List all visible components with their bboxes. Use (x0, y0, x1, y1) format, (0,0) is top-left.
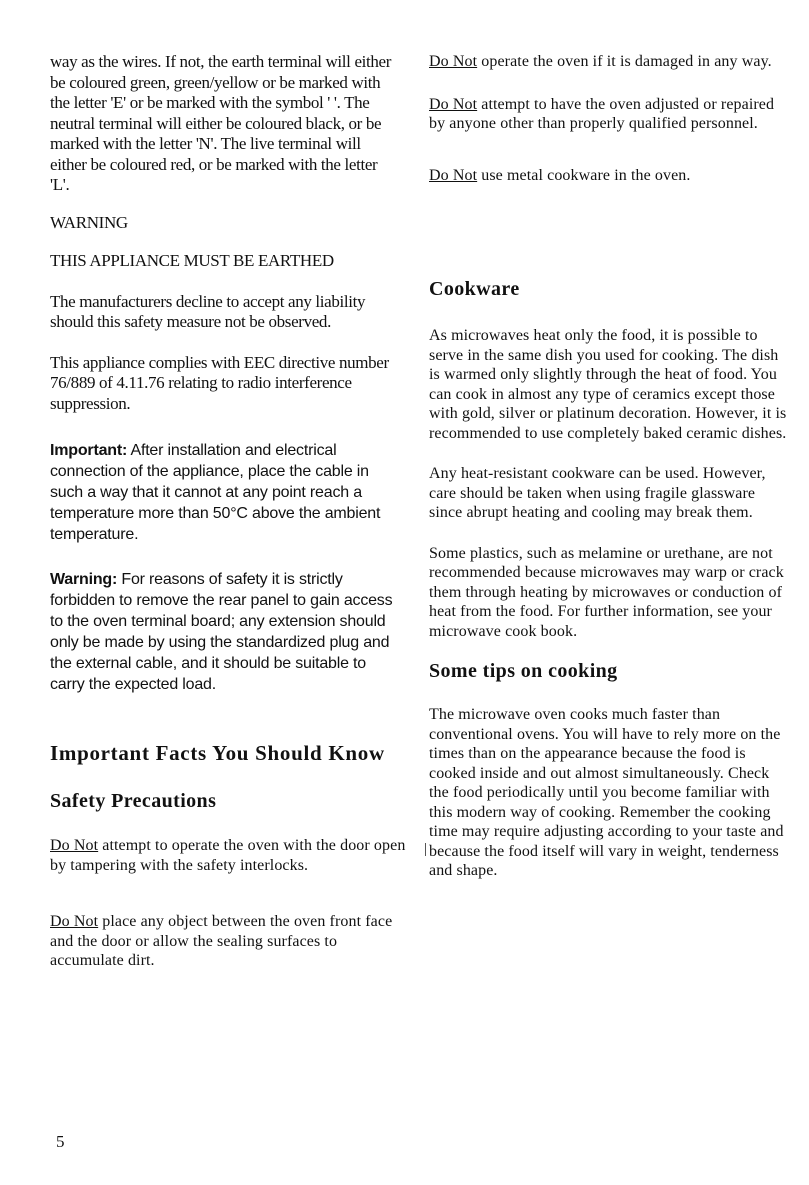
precaution-item-2-text: attempt to have the oven adjusted or repaired by anyone other than properly qualified personnel. (429, 95, 775, 132)
wiring-paragraph: way as the wires. If not, the earth terminal will either be coloured green, green/yellow or be marked with the letter 'E' or be marked with the symbol ' '. The neutral terminal will either be coloured black, or be marked with the letter 'N'. The live terminal will either be coloured red, or be marked with the letter 'L'. (50, 52, 392, 194)
liability-paragraph: The manufacturers decline to accept any liability should this safety measure not be observed. (50, 291, 366, 331)
earthed-notice: THIS APPLIANCE MUST BE EARTHED (50, 251, 334, 270)
safety-heading: Safety Precautions (50, 790, 217, 812)
cookware-paragraph-3: Some plastics, such as melamine or urethane, are not recommended because microwaves may warp or crack them through heating by microwaves or conduction of heat from the food. For further information, see your microwave cook book. (429, 544, 784, 640)
margin-mark (425, 843, 426, 856)
warning2-label: Warning: (50, 571, 118, 588)
do-not-label: Do Not (50, 837, 99, 854)
precaution-item-1-text: operate the oven if it is damaged in any way. (477, 53, 772, 70)
warning-label: WARNING (50, 212, 128, 232)
safety-item-2 (50, 912, 412, 971)
cookware-paragraph-2: Any heat-resistant cookware can be used. However, care should be taken when using fragile glassware since abrupt heating and cooling may break them. (429, 465, 766, 521)
page-number: 5 (56, 1132, 65, 1151)
do-not-label: Do Not (429, 53, 478, 70)
important-text: After installation and electrical connection of the appliance, place the cable in such a way that it cannot at any point reach a temperature more than 50°C above the ambient temperature. (50, 442, 381, 543)
tips-paragraph: The microwave oven cooks much faster than conventional ovens. You will have to rely more on the times than on the appearance because the food is cooked inside and out almost simultaneously. Check the food periodically until you become familiar with this modern way of cooking. Remember the cooking time may require adjusting according to your taste and because the food itself will vary in weight, tenderness and shape. (429, 706, 784, 879)
left-column (50, 52, 412, 971)
precaution-item-3-text: use metal cookware in the oven. (477, 166, 691, 184)
cookware-paragraph-1: As microwaves heat only the food, it is possible to serve in the same dish you used for cooking. The dish is warmed only slightly through the heat of food. You can cook in almost any type of ceramics except those with gold, silver or platinum decoration. However, it is recommended to use completely baked ceramic dishes. (429, 327, 787, 442)
safety-item-1-text: attempt to operate the oven with the door open by tampering with the safety interlocks. (50, 837, 406, 874)
precaution-item-3 (429, 166, 789, 186)
cookware-heading: Cookware (429, 278, 520, 300)
do-not-label: Do Not (429, 166, 478, 184)
do-not-label: Do Not (429, 95, 478, 113)
right-column (429, 52, 794, 881)
important-label: Important: (50, 442, 128, 459)
safety-item-1 (50, 836, 412, 875)
facts-heading: Important Facts You Should Know (50, 741, 385, 765)
eec-paragraph: This appliance complies with EEC directive number 76/889 of 4.11.76 relating to radio interference suppression. (50, 352, 389, 413)
precaution-item-1 (429, 52, 789, 72)
safety-item-2-text: place any object between the oven front face and the door or allow the sealing surfaces to accumulate dirt. (50, 913, 393, 969)
do-not-label: Do Not (50, 913, 99, 930)
important-paragraph (50, 440, 385, 545)
precaution-item-2 (429, 95, 789, 134)
tips-heading: Some tips on cooking (429, 660, 618, 682)
warning-paragraph (50, 569, 395, 695)
warning2-text: For reasons of safety it is strictly forbidden to remove the rear panel to gain access to the oven terminal board; any extension should only be made by using the standardized plug and the external cable, and it should be suitable to carry the expected load. (50, 571, 393, 693)
